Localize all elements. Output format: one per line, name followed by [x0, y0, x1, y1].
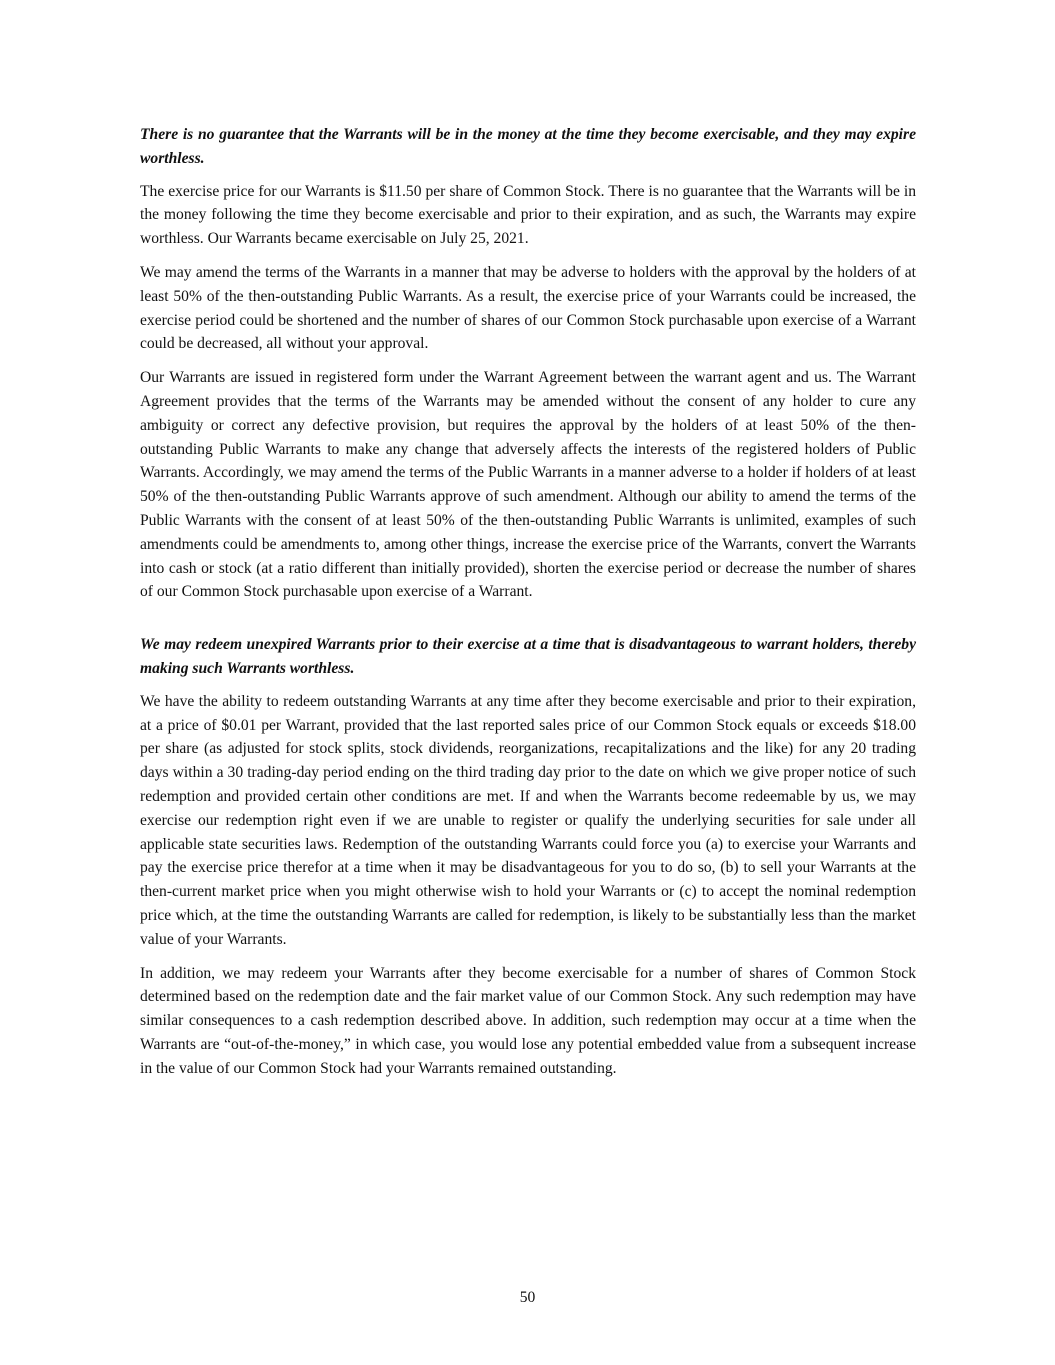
page-number: 50	[519, 1289, 536, 1306]
paragraph: We have the ability to redeem outstanding Warrants at any time after they become exercisable and prior to their expiration, at a price of $0.01 per Warrant, provided that the last reported sales price of our Common Stock equals or exceeds $18.00 per share (as adjusted for stock splits, stock dividends, reorganizations, recapitalizations and the like) for any 20 trading days within a 30 trading-day period ending on the third trading day prior to the date on which we give proper notice of such redemption and provided certain other conditions are met. If and when the Warrants become redeemable by us, we may exercise our redemption right even if we are unable to register or qualify the underlying securities for sale under all applicable state securities laws. Redemption of the outstanding Warrants could force you (a) to exercise your Warrants and pay the exercise price therefor at a time when it may be disadvantageous for you to do so, (b) to sell your Warrants at the then-current market price when you might otherwise wish to hold your Warrants or (c) to accept the nominal redemption price which, at the time the outstanding Warrants are called for redemption, is likely to be substantially less than the market value of your Warrants.	[140, 692, 916, 948]
risk-factor-warrants-worthless	[140, 123, 916, 604]
risk-factor-redeem-warrants	[140, 633, 916, 1080]
paragraph: In addition, we may redeem your Warrants after they become exercisable for a number of shares of Common Stock determined based on the redemption date and the fair market value of our Common Stock. Any such redemption may have similar consequences to a cash redemption described above. In addition, such redemption may occur at a time when the Warrants are “out-of-the-money,” in which case, you would lose any potential embedded value from a subsequent increase in the value of our Common Stock had your Warrants remained outstanding.	[140, 964, 916, 1077]
paragraph: We may amend the terms of the Warrants in a manner that may be adverse to holders with the approval by the holders of at least 50% of the then-outstanding Public Warrants. As a result, the exercise price of your Warrants could be increased, the exercise period could be shortened and the number of shares of our Common Stock purchasable upon exercise of a Warrant could be decreased, all without your approval.	[140, 263, 916, 353]
document-page	[140, 123, 916, 1090]
paragraph: The exercise price for our Warrants is $11.50 per share of Common Stock. There is no guarantee that the Warrants will be in the money following the time they become exercisable and prior to their expiration, and as such, the Warrants may expire worthless. Our Warrants became exercisable on July 25, 2021.	[140, 182, 916, 248]
paragraph: Our Warrants are issued in registered form under the Warrant Agreement between the warrant agent and us. The Warrant Agreement provides that the terms of the Warrants may be amended without the consent of any holder to cure any ambiguity or correct any defective provision, but requires the approval by the holders of at least 50% of the then-outstanding Public Warrants to make any change that adversely affects the interests of the registered holders of Public Warrants. Accordingly, we may amend the terms of the Public Warrants in a manner adverse to a holder if holders of at least 50% of the then-outstanding Public Warrants approve of such amendment. Although our ability to amend the terms of the Public Warrants with the consent of at least 50% of the then-outstanding Public Warrants is unlimited, examples of such amendments could be amendments to, among other things, increase the exercise price of the Warrants, convert the Warrants into cash or stock (at a ratio different than initially provided), shorten the exercise period or decrease the number of shares of our Common Stock purchasable upon exercise of a Warrant.	[140, 369, 916, 601]
section-heading: There is no guarantee that the Warrants will be in the money at the time they become exercisable, and they may expire worthless.	[140, 126, 916, 167]
section-heading: We may redeem unexpired Warrants prior to their exercise at a time that is disadvantageous to warrant holders, thereby making such Warrants worthless.	[140, 636, 916, 677]
